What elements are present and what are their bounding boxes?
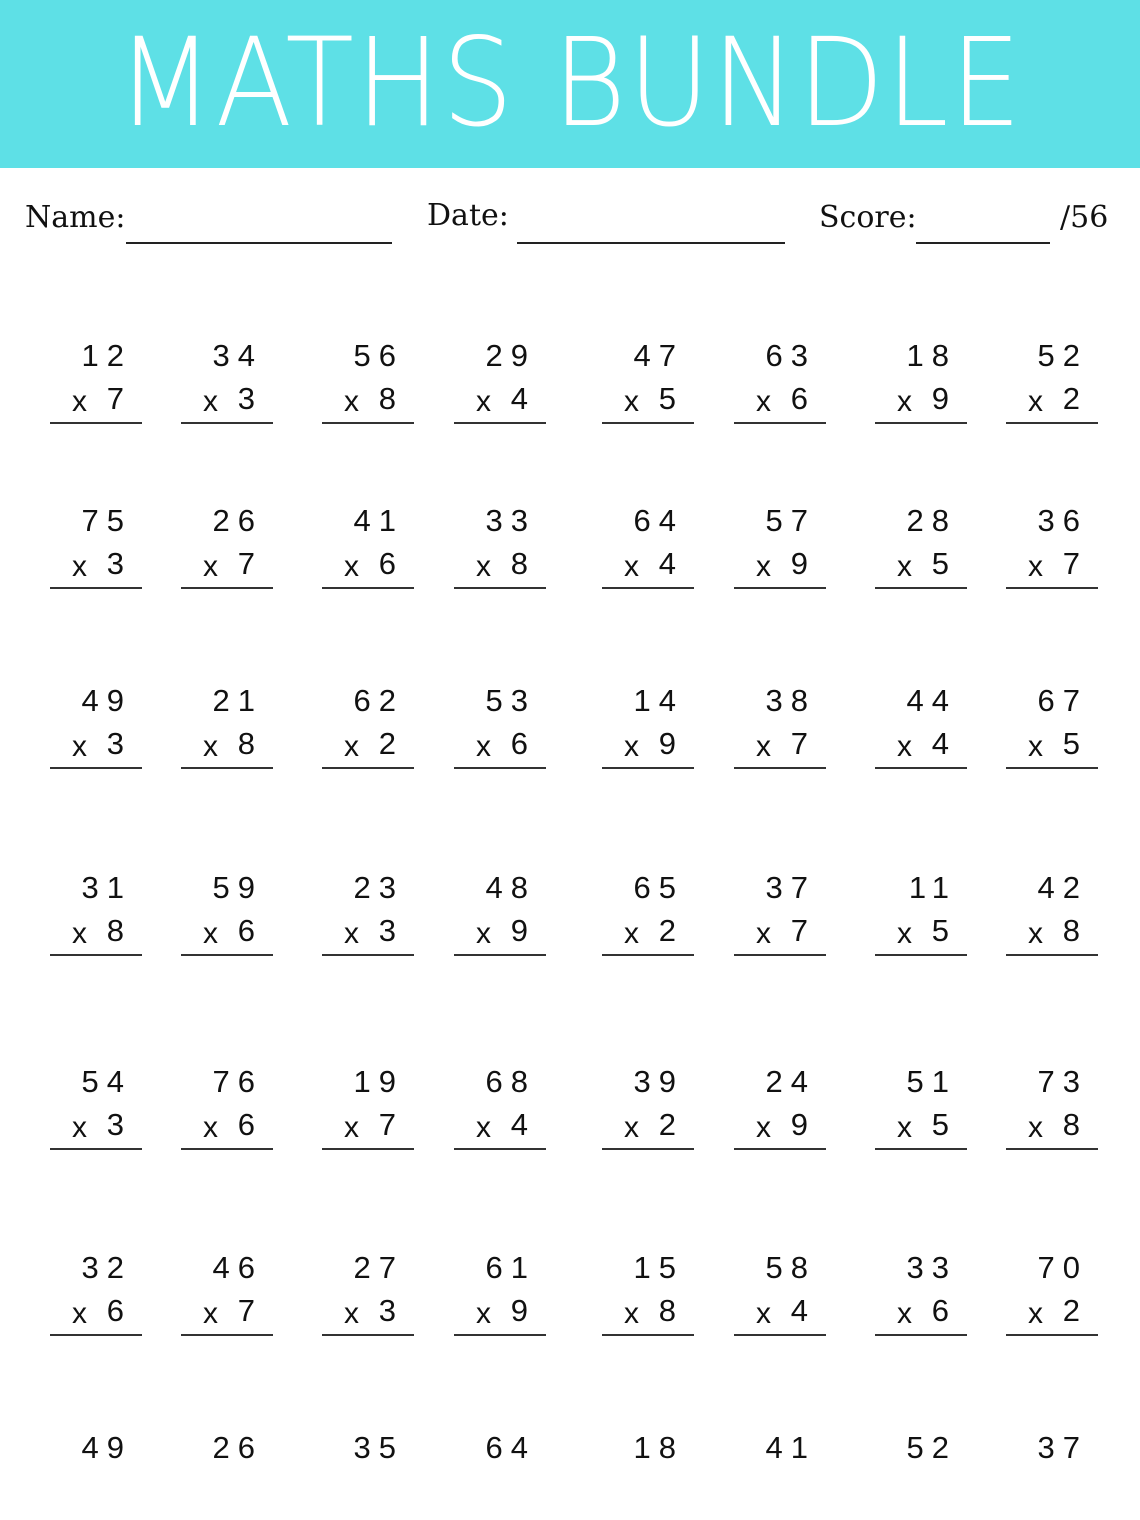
times-sign: x	[897, 1297, 912, 1330]
answer-line	[1006, 1334, 1098, 1336]
multiplier: 9	[510, 913, 536, 948]
answer-line	[1006, 954, 1098, 956]
multiplicand: 49	[81, 683, 132, 718]
problem	[181, 683, 273, 773]
multiplicand: 37	[765, 870, 816, 905]
answer-line	[454, 422, 546, 424]
problem	[322, 338, 414, 428]
multiplicand: 56	[353, 338, 404, 373]
title-banner	[0, 0, 1140, 168]
times-sign: x	[72, 917, 87, 950]
multiplicand: 63	[765, 338, 816, 373]
multiplicand: 38	[765, 683, 816, 718]
times-sign: x	[897, 1111, 912, 1144]
multiplicand: 34	[212, 338, 263, 373]
times-sign: x	[344, 385, 359, 418]
answer-line	[50, 767, 142, 769]
problem	[875, 1064, 967, 1154]
multiplicand: 31	[81, 870, 132, 905]
problem	[602, 1250, 694, 1340]
times-sign: x	[344, 730, 359, 763]
times-sign: x	[756, 917, 771, 950]
problem	[454, 1250, 546, 1340]
problem	[734, 503, 826, 593]
multiplicand: 27	[353, 1250, 404, 1285]
times-sign: x	[1028, 1297, 1043, 1330]
multiplier: 4	[931, 726, 957, 761]
answer-line	[875, 1148, 967, 1150]
times-sign: x	[1028, 917, 1043, 950]
problem	[602, 870, 694, 960]
problem	[734, 1064, 826, 1154]
answer-line	[181, 767, 273, 769]
multiplier: 3	[378, 1293, 404, 1328]
multiplicand: 54	[81, 1064, 132, 1099]
answer-line	[602, 1334, 694, 1336]
times-sign: x	[624, 550, 639, 583]
multiplier: 2	[658, 1107, 684, 1142]
problem	[50, 338, 142, 428]
times-sign: x	[476, 917, 491, 950]
answer-line	[734, 422, 826, 424]
multiplicand: 42	[1037, 870, 1088, 905]
multiplicand: 15	[633, 1250, 684, 1285]
answer-line	[50, 1148, 142, 1150]
problem	[734, 1430, 826, 1520]
answer-line	[454, 1334, 546, 1336]
problem	[181, 1430, 273, 1520]
times-sign: x	[203, 550, 218, 583]
problem	[181, 1064, 273, 1154]
answer-line	[322, 1148, 414, 1150]
answer-line	[875, 1334, 967, 1336]
problem	[50, 503, 142, 593]
multiplicand: 36	[1037, 503, 1088, 538]
multiplicand: 68	[485, 1064, 536, 1099]
multiplier: 8	[106, 913, 132, 948]
multiplicand: 48	[485, 870, 536, 905]
times-sign: x	[624, 1111, 639, 1144]
multiplier: 4	[510, 381, 536, 416]
multiplier: 2	[658, 913, 684, 948]
problem	[602, 503, 694, 593]
multiplicand: 33	[906, 1250, 957, 1285]
times-sign: x	[897, 730, 912, 763]
multiplier: 5	[1062, 726, 1088, 761]
times-sign: x	[476, 730, 491, 763]
multiplicand: 65	[633, 870, 684, 905]
answer-line	[734, 767, 826, 769]
answer-line	[181, 422, 273, 424]
times-sign: x	[476, 1111, 491, 1144]
score-total: /56	[1060, 200, 1109, 235]
answer-line	[1006, 587, 1098, 589]
problem	[734, 870, 826, 960]
multiplier: 6	[790, 381, 816, 416]
multiplicand: 47	[633, 338, 684, 373]
times-sign: x	[72, 385, 87, 418]
multiplier: 3	[106, 726, 132, 761]
multiplicand: 23	[353, 870, 404, 905]
multiplier: 9	[931, 381, 957, 416]
multiplicand: 41	[765, 1430, 816, 1465]
answer-line	[875, 422, 967, 424]
score-label: Score:	[819, 200, 917, 235]
times-sign: x	[476, 385, 491, 418]
answer-line	[322, 422, 414, 424]
multiplier: 4	[658, 546, 684, 581]
answer-line	[734, 954, 826, 956]
answer-line	[602, 767, 694, 769]
multiplicand: 57	[765, 503, 816, 538]
times-sign: x	[476, 1297, 491, 1330]
answer-line	[454, 767, 546, 769]
problem	[602, 338, 694, 428]
problem	[1006, 1250, 1098, 1340]
times-sign: x	[756, 550, 771, 583]
answer-line	[50, 587, 142, 589]
times-sign: x	[344, 550, 359, 583]
multiplier: 8	[510, 546, 536, 581]
multiplier: 5	[931, 1107, 957, 1142]
times-sign: x	[756, 385, 771, 418]
problem	[734, 338, 826, 428]
answer-line	[1006, 1148, 1098, 1150]
multiplicand: 75	[81, 503, 132, 538]
times-sign: x	[72, 730, 87, 763]
multiplier: 3	[106, 546, 132, 581]
times-sign: x	[72, 1111, 87, 1144]
problem	[1006, 338, 1098, 428]
multiplicand: 33	[485, 503, 536, 538]
multiplier: 9	[658, 726, 684, 761]
times-sign: x	[344, 917, 359, 950]
answer-line	[734, 1334, 826, 1336]
answer-line	[602, 587, 694, 589]
problem	[181, 503, 273, 593]
multiplicand: 51	[906, 1064, 957, 1099]
multiplier: 3	[378, 913, 404, 948]
problem	[1006, 1430, 1098, 1520]
problem	[875, 1430, 967, 1520]
multiplicand: 19	[353, 1064, 404, 1099]
multiplicand: 52	[1037, 338, 1088, 373]
problem	[454, 338, 546, 428]
multiplicand: 59	[212, 870, 263, 905]
name-label: Name:	[25, 200, 126, 235]
problem	[181, 338, 273, 428]
multiplicand: 64	[485, 1430, 536, 1465]
answer-line	[1006, 422, 1098, 424]
multiplicand: 26	[212, 1430, 263, 1465]
answer-line	[50, 422, 142, 424]
multiplicand: 58	[765, 1250, 816, 1285]
multiplicand: 53	[485, 683, 536, 718]
multiplier: 5	[931, 546, 957, 581]
problem	[454, 1430, 546, 1520]
multiplicand: 14	[633, 683, 684, 718]
multiplicand: 26	[212, 503, 263, 538]
times-sign: x	[756, 1297, 771, 1330]
multiplier: 6	[106, 1293, 132, 1328]
times-sign: x	[203, 385, 218, 418]
multiplier: 6	[237, 913, 263, 948]
multiplicand: 73	[1037, 1064, 1088, 1099]
multiplier: 5	[658, 381, 684, 416]
multiplicand: 46	[212, 1250, 263, 1285]
multiplier: 7	[237, 546, 263, 581]
times-sign: x	[1028, 730, 1043, 763]
answer-line	[322, 767, 414, 769]
multiplier: 5	[931, 913, 957, 948]
answer-line	[181, 1148, 273, 1150]
problem	[50, 1250, 142, 1340]
problem	[50, 1064, 142, 1154]
times-sign: x	[203, 730, 218, 763]
multiplier: 3	[106, 1107, 132, 1142]
answer-line	[322, 954, 414, 956]
multiplier: 4	[790, 1293, 816, 1328]
times-sign: x	[624, 730, 639, 763]
problem	[1006, 870, 1098, 960]
answer-line	[181, 954, 273, 956]
problem	[1006, 683, 1098, 773]
times-sign: x	[897, 550, 912, 583]
problem	[322, 503, 414, 593]
answer-line	[734, 1148, 826, 1150]
problem	[602, 1064, 694, 1154]
times-sign: x	[72, 1297, 87, 1330]
multiplier: 7	[378, 1107, 404, 1142]
multiplicand: 67	[1037, 683, 1088, 718]
multiplier: 2	[1062, 1293, 1088, 1328]
times-sign: x	[897, 385, 912, 418]
multiplicand: 29	[485, 338, 536, 373]
multiplier: 9	[790, 546, 816, 581]
name-blank[interactable]	[126, 242, 392, 244]
answer-line	[602, 954, 694, 956]
problem	[50, 1430, 142, 1520]
answer-line	[454, 954, 546, 956]
multiplier: 7	[1062, 546, 1088, 581]
problem	[875, 683, 967, 773]
answer-line	[181, 1334, 273, 1336]
multiplicand: 37	[1037, 1430, 1088, 1465]
problem	[454, 683, 546, 773]
multiplier: 9	[790, 1107, 816, 1142]
times-sign: x	[203, 917, 218, 950]
times-sign: x	[756, 730, 771, 763]
multiplicand: 11	[908, 870, 957, 905]
problem	[322, 683, 414, 773]
problem	[734, 683, 826, 773]
multiplicand: 49	[81, 1430, 132, 1465]
multiplicand: 41	[353, 503, 404, 538]
multiplicand: 35	[353, 1430, 404, 1465]
multiplier: 7	[237, 1293, 263, 1328]
multiplicand: 70	[1037, 1250, 1088, 1285]
multiplicand: 52	[906, 1430, 957, 1465]
multiplicand: 12	[81, 338, 132, 373]
answer-line	[875, 954, 967, 956]
multiplicand: 28	[906, 503, 957, 538]
times-sign: x	[1028, 1111, 1043, 1144]
multiplier: 6	[931, 1293, 957, 1328]
multiplier: 7	[790, 726, 816, 761]
problem	[734, 1250, 826, 1340]
times-sign: x	[897, 917, 912, 950]
times-sign: x	[624, 917, 639, 950]
times-sign: x	[756, 1111, 771, 1144]
answer-line	[602, 422, 694, 424]
multiplier: 6	[378, 546, 404, 581]
page-title: MATHS BUNDLE	[116, 12, 1024, 154]
problem	[50, 870, 142, 960]
problem	[1006, 503, 1098, 593]
problem	[1006, 1064, 1098, 1154]
multiplicand: 61	[485, 1250, 536, 1285]
problem	[875, 870, 967, 960]
times-sign: x	[624, 385, 639, 418]
times-sign: x	[72, 550, 87, 583]
times-sign: x	[344, 1297, 359, 1330]
multiplicand: 39	[633, 1064, 684, 1099]
problem	[322, 1430, 414, 1520]
answer-line	[322, 587, 414, 589]
multiplier: 8	[1062, 913, 1088, 948]
times-sign: x	[203, 1297, 218, 1330]
answer-line	[875, 587, 967, 589]
multiplicand: 62	[353, 683, 404, 718]
multiplicand: 18	[906, 338, 957, 373]
answer-line	[734, 587, 826, 589]
answer-line	[1006, 767, 1098, 769]
answer-line	[50, 1334, 142, 1336]
times-sign: x	[1028, 550, 1043, 583]
problem	[454, 1064, 546, 1154]
problem	[181, 1250, 273, 1340]
problem	[322, 1064, 414, 1154]
multiplier: 2	[1062, 381, 1088, 416]
answer-line	[454, 1148, 546, 1150]
problem	[50, 683, 142, 773]
multiplier: 8	[1062, 1107, 1088, 1142]
problem	[322, 870, 414, 960]
times-sign: x	[1028, 385, 1043, 418]
times-sign: x	[203, 1111, 218, 1144]
multiplicand: 64	[633, 503, 684, 538]
times-sign: x	[624, 1297, 639, 1330]
problem	[875, 1250, 967, 1340]
problem	[181, 870, 273, 960]
score-blank[interactable]	[916, 242, 1050, 244]
answer-line	[181, 587, 273, 589]
answer-line	[50, 954, 142, 956]
multiplicand: 24	[765, 1064, 816, 1099]
multiplier: 4	[510, 1107, 536, 1142]
times-sign: x	[344, 1111, 359, 1144]
date-blank[interactable]	[517, 242, 785, 244]
problem	[602, 683, 694, 773]
multiplier: 3	[237, 381, 263, 416]
problem	[602, 1430, 694, 1520]
multiplicand: 18	[633, 1430, 684, 1465]
times-sign: x	[476, 550, 491, 583]
multiplier: 7	[106, 381, 132, 416]
multiplier: 6	[237, 1107, 263, 1142]
multiplier: 8	[237, 726, 263, 761]
multiplier: 8	[378, 381, 404, 416]
multiplicand: 21	[212, 683, 263, 718]
problem	[875, 338, 967, 428]
answer-line	[875, 767, 967, 769]
answer-line	[454, 587, 546, 589]
problem	[454, 503, 546, 593]
multiplier: 6	[510, 726, 536, 761]
multiplicand: 76	[212, 1064, 263, 1099]
problem	[875, 503, 967, 593]
multiplicand: 44	[906, 683, 957, 718]
problem	[454, 870, 546, 960]
multiplier: 9	[510, 1293, 536, 1328]
multiplier: 7	[790, 913, 816, 948]
multiplier: 8	[658, 1293, 684, 1328]
answer-line	[602, 1148, 694, 1150]
problem	[322, 1250, 414, 1340]
multiplicand: 32	[81, 1250, 132, 1285]
date-label: Date:	[427, 198, 509, 233]
answer-line	[322, 1334, 414, 1336]
multiplier: 2	[378, 726, 404, 761]
